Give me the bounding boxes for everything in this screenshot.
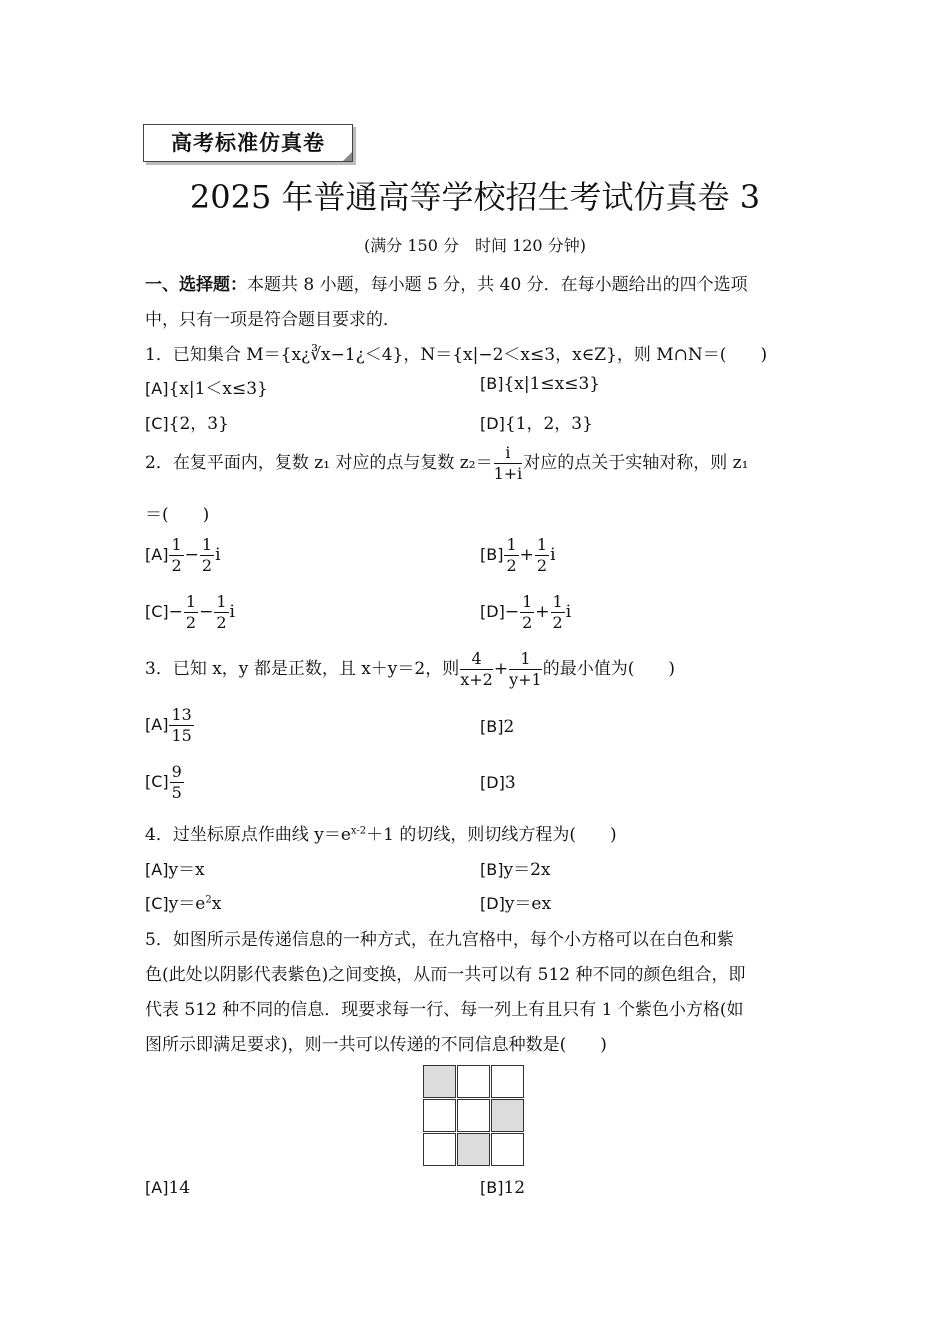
grid-cell — [423, 1133, 456, 1166]
q4-option-a[interactable]: [A]y＝x — [145, 860, 205, 880]
q2-option-d[interactable]: [D]− $\frac{1}{2}$ + $\frac{1}{2}$ i — [480, 592, 572, 632]
grid-cell — [491, 1133, 524, 1166]
grid-cell — [423, 1099, 456, 1132]
grid-cell — [491, 1099, 524, 1132]
question-1-stem: 1．已知集合 M＝{x¿∛x−1¿＜4}，N＝{x|−2＜x≤3，x∈Z}，则 M∩N＝( ) — [145, 345, 768, 365]
q1-option-a[interactable]: [A]{x|1＜x≤3} — [145, 379, 268, 399]
q1-option-d[interactable]: [D]{1，2，3} — [480, 414, 593, 434]
q4-option-b[interactable]: [B]y＝2x — [480, 860, 551, 880]
q4-option-d[interactable]: [D]y＝ex — [480, 894, 552, 914]
q1-option-b[interactable]: [B]{x|1≤x≤3} — [480, 374, 601, 394]
exam-subtitle: (满分 150 分 时间 120 分钟) — [364, 236, 586, 255]
grid-cell — [491, 1065, 524, 1098]
q1-option-c[interactable]: [C]{2，3} — [145, 414, 229, 434]
question-5-line2: 色(此处以阴影代表紫色)之间变换，从而一共可以有 512 种不同的颜色组合，即 — [145, 965, 746, 985]
q2-option-a[interactable]: [A] $\frac{1}{2}$ − $\frac{1}{2}$ i — [145, 535, 221, 575]
q3-option-c[interactable]: [C] $\frac{9}{5}$ — [145, 762, 182, 802]
q5-option-b[interactable]: [B]12 — [480, 1178, 526, 1198]
grid-cell — [423, 1065, 456, 1098]
q2-fraction: $\frac{i}{1+i}$ — [493, 443, 523, 483]
badge-corner-decoration — [343, 152, 352, 161]
section-instructions-line1: 一、选择题：本题共 8 小题，每小题 5 分，共 40 分．在每小题给出的四个选项 — [145, 275, 748, 295]
question-5-line3: 代表 512 种不同的信息．现要求每一行、每一列上有且只有 1 个紫色小方格(如 — [145, 1000, 744, 1020]
grid-cell — [457, 1065, 490, 1098]
section-heading: 一、选择题： — [145, 275, 247, 295]
grid-cell — [457, 1099, 490, 1132]
question-5-line1: 5．如图所示是传递信息的一种方式，在九宫格中，每个小方格可以在白色和紫 — [145, 930, 734, 950]
question-4-stem: 4．过坐标原点作曲线 $y=e^{x-2}+1$ 的切线，则切线方程为( ) — [145, 825, 617, 845]
question-2-stem-cont: ＝( ) — [145, 505, 210, 525]
grid-cell — [457, 1133, 490, 1166]
section-instructions-line2: 中，只有一项是符合题目要求的． — [145, 310, 400, 330]
question-2-stem: 2．在复平面内，复数 z₁ 对应的点与复数 z₂＝ $\frac{i}{1+i}$ 对应的点关于实轴对称，则 z₁ — [145, 443, 749, 483]
q2-option-b[interactable]: [B] $\frac{1}{2}$ + $\frac{1}{2}$ i — [480, 535, 556, 575]
question-3-stem: 3．已知 x，y 都是正数，且 x＋y＝2，则 $\frac{4}{x+2}$ + $\frac{1}{y+1}$ 的最小值为( ) — [145, 649, 675, 689]
q3-option-d[interactable]: [D]3 — [480, 773, 516, 793]
q2-option-c[interactable]: [C]− $\frac{1}{2}$ − $\frac{1}{2}$ i — [145, 592, 235, 632]
q4-option-c[interactable]: $[C]y=e^2x$ — [145, 894, 222, 914]
exam-badge: 高考标准仿真卷 — [143, 124, 353, 162]
q5-option-a[interactable]: [A]14 — [145, 1178, 191, 1198]
q3-option-b[interactable]: [B]2 — [480, 717, 515, 737]
question-5-line4: 图所示即满足要求)，则一共可以传递的不同信息种数是( ) — [145, 1035, 607, 1055]
q3-option-a[interactable]: [A] $\frac{13}{15}$ — [145, 705, 192, 745]
page-title: 2025 年普通高等学校招生考试仿真卷 3 — [189, 178, 761, 216]
